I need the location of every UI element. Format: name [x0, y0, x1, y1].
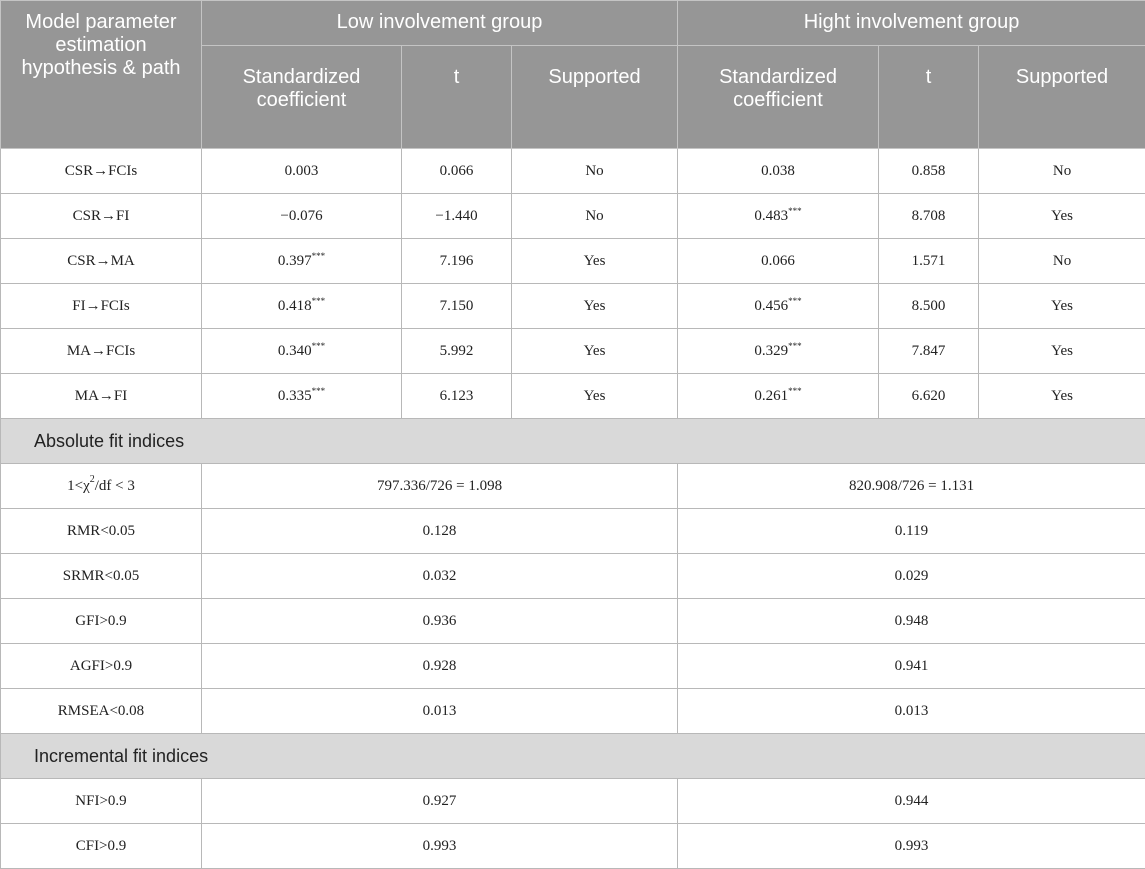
path-label: MA→FI — [1, 374, 202, 419]
low-std-coef-header: Standardized coefficient — [202, 46, 402, 149]
low-involvement-header: Low involvement group — [202, 1, 678, 46]
section-title: Absolute fit indices — [1, 419, 1145, 464]
path-row — [1, 149, 1145, 194]
section-row-absolute — [1, 419, 1145, 464]
high-t: 8.500 — [879, 284, 979, 329]
high-t-header: t — [879, 46, 979, 149]
fit-low-value: 0.993 — [202, 824, 678, 869]
low-t: 0.066 — [402, 149, 512, 194]
fit-label: CFI>0.9 — [1, 824, 202, 869]
path-label: CSR→FCIs — [1, 149, 202, 194]
low-t: 7.196 — [402, 239, 512, 284]
path-row — [1, 194, 1145, 239]
low-t: −1.440 — [402, 194, 512, 239]
low-coef: −0.076 — [202, 194, 402, 239]
path-label: CSR→MA — [1, 239, 202, 284]
high-supported: No — [979, 149, 1145, 194]
fit-row — [1, 554, 1145, 599]
high-t: 6.620 — [879, 374, 979, 419]
high-coef: 0.038 — [678, 149, 879, 194]
fit-row — [1, 689, 1145, 734]
high-t: 1.571 — [879, 239, 979, 284]
fit-low-value: 0.927 — [202, 779, 678, 824]
low-supported: No — [512, 149, 678, 194]
fit-label: NFI>0.9 — [1, 779, 202, 824]
low-coef: 0.335*** — [202, 374, 402, 419]
low-t: 5.992 — [402, 329, 512, 374]
fit-high-value: 820.908/726 = 1.131 — [678, 464, 1145, 509]
low-supported: Yes — [512, 239, 678, 284]
path-row — [1, 329, 1145, 374]
fit-high-value: 0.119 — [678, 509, 1145, 554]
fit-row — [1, 644, 1145, 689]
high-supported: Yes — [979, 374, 1145, 419]
high-t: 7.847 — [879, 329, 979, 374]
model-column-header: Model parameter estimation hypothesis & path — [1, 1, 202, 149]
low-coef: 0.340*** — [202, 329, 402, 374]
high-supported-header: Supported — [979, 46, 1145, 149]
high-supported: No — [979, 239, 1145, 284]
fit-low-value: 0.128 — [202, 509, 678, 554]
path-row — [1, 284, 1145, 329]
low-t-header: t — [402, 46, 512, 149]
fit-label: RMR<0.05 — [1, 509, 202, 554]
fit-label: SRMR<0.05 — [1, 554, 202, 599]
high-coef: 0.329*** — [678, 329, 879, 374]
high-t: 0.858 — [879, 149, 979, 194]
low-coef: 0.397*** — [202, 239, 402, 284]
fit-high-value: 0.013 — [678, 689, 1145, 734]
fit-high-value: 0.029 — [678, 554, 1145, 599]
fit-high-value: 0.993 — [678, 824, 1145, 869]
fit-row — [1, 824, 1145, 869]
fit-low-value: 0.013 — [202, 689, 678, 734]
path-label: FI→FCIs — [1, 284, 202, 329]
high-involvement-header: Hight involvement group — [678, 1, 1145, 46]
fit-row-chi — [1, 464, 1145, 509]
fit-label: $1<\chi^2/df < 3$ — [1, 464, 202, 509]
path-row — [1, 239, 1145, 284]
fit-high-value: 0.944 — [678, 779, 1145, 824]
low-t: 7.150 — [402, 284, 512, 329]
high-t: 8.708 — [879, 194, 979, 239]
low-coef: 0.003 — [202, 149, 402, 194]
high-coef: 0.456*** — [678, 284, 879, 329]
fit-low-value: 0.928 — [202, 644, 678, 689]
fit-label: GFI>0.9 — [1, 599, 202, 644]
path-label: CSR→FI — [1, 194, 202, 239]
high-supported: Yes — [979, 329, 1145, 374]
high-coef: 0.261*** — [678, 374, 879, 419]
fit-label: AGFI>0.9 — [1, 644, 202, 689]
fit-low-value: 0.032 — [202, 554, 678, 599]
low-supported: Yes — [512, 284, 678, 329]
path-label: MA→FCIs — [1, 329, 202, 374]
high-std-coef-header: Standardized coefficient — [678, 46, 879, 149]
section-row-incremental — [1, 734, 1145, 779]
fit-label: RMSEA<0.08 — [1, 689, 202, 734]
high-supported: Yes — [979, 284, 1145, 329]
low-supported: Yes — [512, 329, 678, 374]
low-supported: No — [512, 194, 678, 239]
low-supported-header: Supported — [512, 46, 678, 149]
fit-high-value: 0.948 — [678, 599, 1145, 644]
low-t: 6.123 — [402, 374, 512, 419]
low-supported: Yes — [512, 374, 678, 419]
path-row — [1, 374, 1145, 419]
high-coef: 0.066 — [678, 239, 879, 284]
fit-row — [1, 509, 1145, 554]
high-coef: 0.483*** — [678, 194, 879, 239]
fit-row — [1, 599, 1145, 644]
section-title: Incremental fit indices — [1, 734, 1145, 779]
fit-high-value: 0.941 — [678, 644, 1145, 689]
fit-row — [1, 779, 1145, 824]
fit-low-value: 0.936 — [202, 599, 678, 644]
high-supported: Yes — [979, 194, 1145, 239]
low-coef: 0.418*** — [202, 284, 402, 329]
fit-low-value: 797.336/726 = 1.098 — [202, 464, 678, 509]
